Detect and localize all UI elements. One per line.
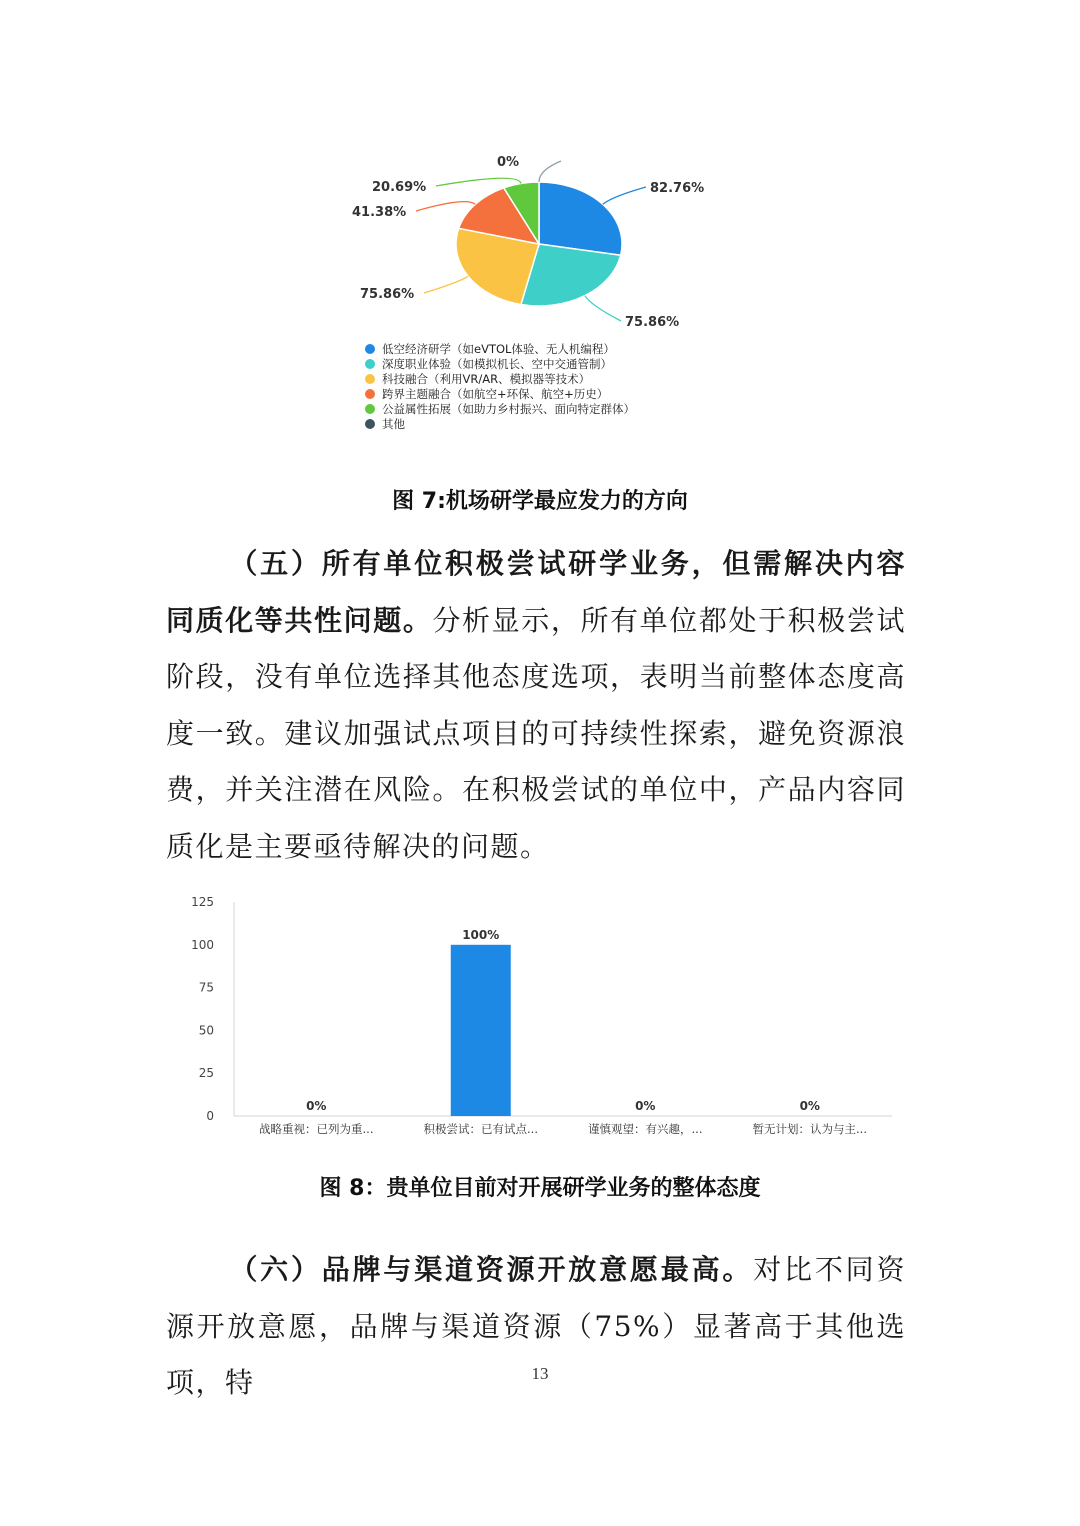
pie-data-label-4: 20.69% bbox=[372, 180, 427, 195]
figure8-bar-chart bbox=[180, 890, 900, 1145]
page-number: 13 bbox=[531, 1364, 549, 1383]
pie-data-label-2: 75.86% bbox=[360, 287, 415, 302]
x-tick-label-0: 战略重视：已列为重... bbox=[259, 1122, 374, 1136]
figure7-pie-chart bbox=[340, 140, 740, 450]
x-tick-label-1: 积极尝试：已有试点... bbox=[423, 1122, 538, 1136]
section6-heading: （六）品牌与渠道资源开放意愿最高。 bbox=[228, 1253, 754, 1286]
bar-data-label-1: 100% bbox=[462, 927, 500, 942]
y-tick-label-1: 25 bbox=[198, 1066, 214, 1081]
legend-label-3: 跨界主题融合（如航空+环保、航空+历史） bbox=[382, 387, 609, 401]
legend-label-4: 公益属性拓展（如助力乡村振兴、面向特定群体） bbox=[382, 402, 635, 416]
bar-data-label-3: 0% bbox=[799, 1099, 820, 1113]
legend-marker-2 bbox=[365, 374, 375, 384]
section5-paragraph bbox=[166, 536, 906, 875]
legend-marker-4 bbox=[365, 404, 375, 414]
pie-leader-line-5 bbox=[539, 161, 561, 182]
pie-data-label-0: 82.76% bbox=[650, 181, 705, 196]
legend-marker-3 bbox=[365, 389, 375, 399]
section5-heading: （五）所有单位积极尝试研学业务，但需解决内容同质化等共性问题。 bbox=[166, 547, 906, 637]
pie-leader-line-0 bbox=[603, 187, 646, 204]
y-tick-label-5: 125 bbox=[191, 895, 214, 909]
y-tick-label-2: 50 bbox=[198, 1023, 214, 1038]
legend-marker-1 bbox=[365, 359, 375, 369]
pie-leader-line-3 bbox=[416, 202, 475, 211]
y-tick-label-4: 100 bbox=[191, 937, 214, 952]
legend-marker-5 bbox=[365, 419, 375, 429]
legend-label-2: 科技融合（利用VR/AR、模拟器等技术） bbox=[382, 372, 591, 386]
legend-label-5: 其他 bbox=[382, 417, 405, 431]
legend-label-1: 深度职业体验（如模拟机长、空中交通管制） bbox=[382, 357, 612, 371]
legend-marker-0 bbox=[365, 344, 375, 354]
legend-label-0: 低空经济研学（如eVTOL体验、无人机编程） bbox=[382, 342, 615, 356]
x-tick-label-2: 谨慎观望：有兴趣，... bbox=[588, 1122, 703, 1136]
y-tick-label-0: 0 bbox=[206, 1109, 214, 1123]
pie-slice-0 bbox=[539, 182, 622, 255]
pie-leader-line-4 bbox=[436, 178, 521, 186]
pie-data-label-3: 41.38% bbox=[352, 205, 407, 220]
bar-1 bbox=[451, 945, 511, 1116]
x-tick-label-3: 暂无计划：认为与主... bbox=[752, 1122, 867, 1136]
figure8-caption: 图 8：贵单位目前对开展研学业务的整体态度 bbox=[319, 1176, 761, 1201]
pie-leader-line-2 bbox=[424, 276, 468, 293]
pie-data-label-5: 0% bbox=[497, 155, 520, 170]
pie-data-label-1: 75.86% bbox=[625, 315, 680, 330]
bar-data-label-0: 0% bbox=[306, 1099, 327, 1113]
section6-paragraph bbox=[166, 1242, 906, 1412]
section5-body: 分析显示，所有单位都处于积极尝试阶段，没有单位选择其他态度选项，表明当前整体态度高度一致。建议加强试点项目的可持续性探索，避免资源浪费，并关注潜在风险。在积极尝试的单位中，产品内容同质化是主要亟待解决的问题。 bbox=[166, 603, 906, 863]
bar-data-label-2: 0% bbox=[635, 1099, 656, 1113]
y-tick-label-3: 75 bbox=[198, 980, 214, 995]
section6-body: 对比不同资源开放意愿，品牌与渠道资源（75%）显著高于其他选项，特 bbox=[166, 1253, 906, 1399]
pie-leader-line-1 bbox=[585, 296, 621, 321]
figure7-caption: 图 7:机场研学最应发力的方向 bbox=[392, 489, 688, 514]
